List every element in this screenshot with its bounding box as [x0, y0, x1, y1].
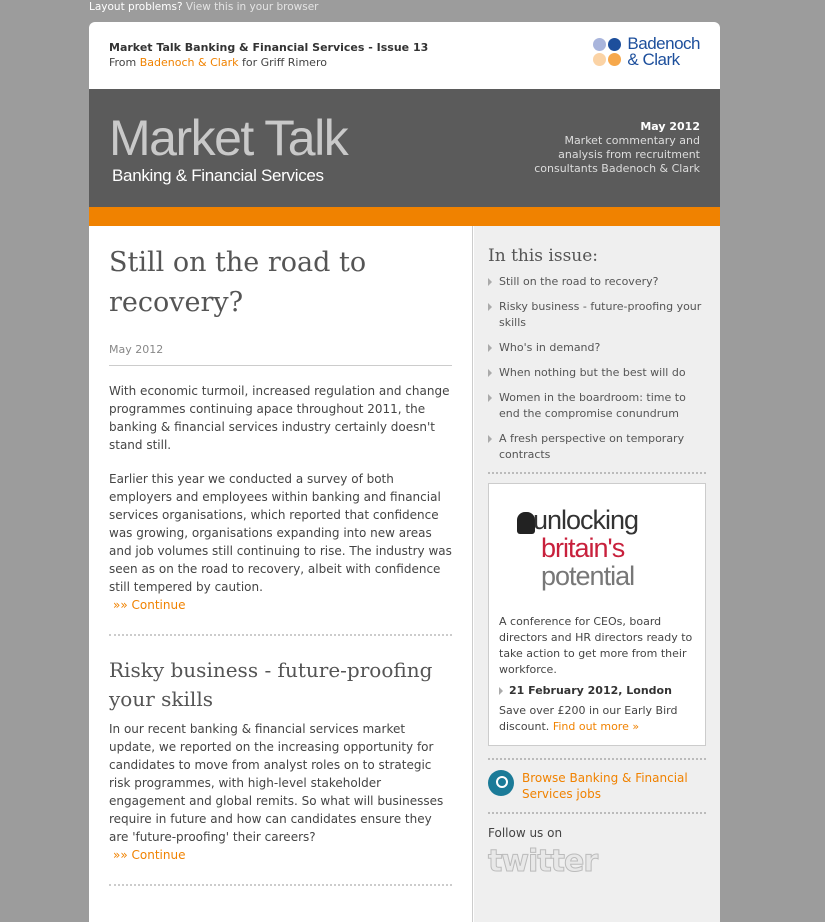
- unlocking-britains-potential-image[interactable]: [499, 494, 695, 614]
- divider: [109, 884, 452, 886]
- twitter-logo[interactable]: twitter: [488, 844, 598, 879]
- desc-line: Market commentary and: [564, 134, 700, 147]
- divider: [109, 634, 452, 636]
- promo-save: Save over £200 in our Early Bird discount.: [499, 704, 678, 733]
- toc-item[interactable]: Who's in demand?: [488, 340, 706, 356]
- logo-line1: Badenoch: [627, 34, 700, 53]
- banner-date: May 2012: [640, 120, 700, 133]
- toc-item[interactable]: A fresh perspective on temporary contracts: [488, 431, 706, 463]
- sender-link[interactable]: Badenoch & Clark: [139, 56, 239, 69]
- promo-word: unlocking: [533, 505, 639, 535]
- article-title: Still on the road to recovery?: [109, 247, 367, 318]
- search-icon[interactable]: [488, 770, 514, 796]
- promo-date: 21 February 2012, London: [499, 683, 695, 699]
- promo-word: potential: [541, 561, 635, 591]
- banner-title: Market Talk: [109, 110, 348, 166]
- article-title: Risky business - future-proofing your skills: [109, 658, 433, 711]
- from-label: From: [109, 56, 137, 69]
- toc-item[interactable]: Risky business - future-proofing your skills: [488, 299, 706, 331]
- desc-line: consultants Badenoch & Clark: [534, 162, 700, 175]
- sidebar: [474, 226, 720, 922]
- logo-line2: & Clark: [627, 50, 680, 69]
- banner: [89, 89, 720, 207]
- conference-promo: [488, 483, 706, 746]
- email-header: [89, 22, 720, 89]
- toc-item[interactable]: Women in the boardroom: time to end the compromise conundrum: [488, 390, 706, 422]
- banner-subtitle: Banking & Financial Services: [112, 166, 324, 185]
- divider: [488, 758, 706, 760]
- article-paragraph: In our recent banking & financial services market update, we reported on the increasing opportunity for candidates to move from analyst roles on to strategic risk programmes, with high-level stakeholder engagement and global remits. So what will businesses require in future and how can candidates ensure they are 'future-proofing' their careers?: [109, 722, 444, 844]
- badenoch-clark-logo[interactable]: [593, 36, 700, 68]
- topbar: [89, 1, 319, 13]
- article-paragraph: Earlier this year we conducted a survey of both employers and employees within banking and financial services organisations, which reported that confidence was growing, organisations expanding into new areas and job volumes still continuing to rise. The industry was seen as on the road to recovery, albeit with confidence still tempered by caution.: [109, 472, 452, 594]
- find-out-more-link[interactable]: Find out more »: [552, 720, 640, 733]
- browse-jobs-link[interactable]: Browse Banking & Financial Services jobs: [522, 771, 688, 801]
- toc-item[interactable]: When nothing but the best will do: [488, 365, 706, 381]
- main-content: [89, 226, 473, 922]
- promo-text: A conference for CEOs, board directors and HR directors ready to take action to get more from their workforce.: [499, 615, 693, 676]
- divider: [488, 472, 706, 474]
- recipient: for Griff Rimero: [241, 56, 327, 69]
- banner-description: [534, 120, 700, 176]
- desc-line: analysis from recruitment: [558, 148, 700, 161]
- promo-word: britain's: [541, 533, 625, 563]
- follow-us-label: Follow us on: [488, 826, 563, 840]
- toc-item[interactable]: Still on the road to recovery?: [488, 274, 706, 290]
- view-in-browser-link[interactable]: View this in your browser: [185, 1, 319, 13]
- article-paragraph: With economic turmoil, increased regulation and change programmes continuing apace throughout 2011, the banking & financial services industry certainly doesn't stand still.: [109, 384, 450, 452]
- divider: [488, 812, 706, 814]
- sidebar-heading: In this issue:: [488, 246, 599, 266]
- orange-divider: [89, 207, 720, 226]
- continue-link[interactable]: »» Continue: [113, 848, 186, 862]
- newsletter: [89, 22, 720, 922]
- article-date: May 2012: [109, 343, 452, 366]
- issue-title: Market Talk Banking & Financial Services - Issue 13: [109, 41, 429, 54]
- continue-link[interactable]: »» Continue: [113, 598, 186, 612]
- layout-problems-text: Layout problems?: [89, 1, 183, 13]
